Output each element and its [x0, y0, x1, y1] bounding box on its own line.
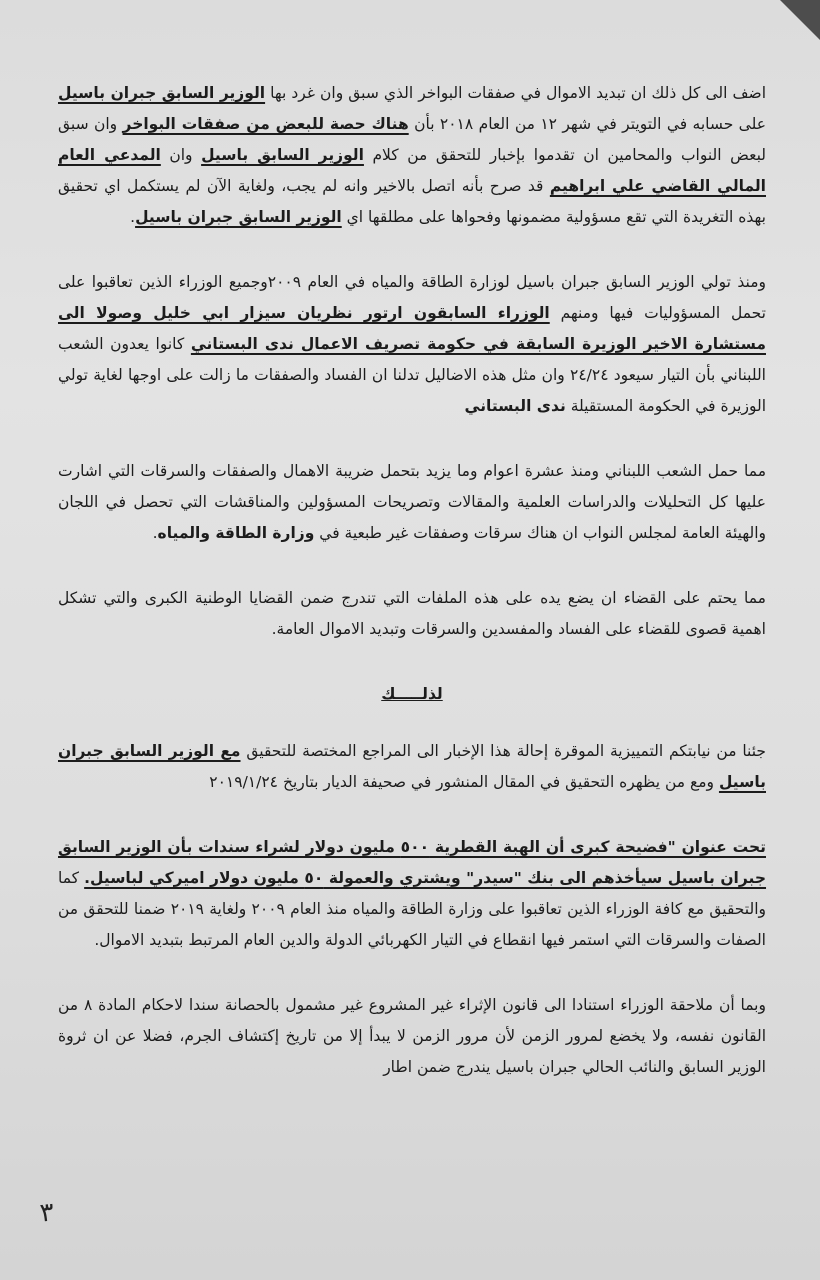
highlight: تحت عنوان "فضيحة كبرى أن الهبة القطرية ٥٠٠ مليون دولار لشراء سندات بأن الوزير السابق جبران باسيل سيأخذهم الى بنك "سيدر" ويشتري والعمولة ٥٠ مليون دولار اميركي لباسيل.	[58, 838, 767, 887]
paragraph-3	[58, 456, 766, 549]
highlight: الوزراء السابقون ارتور نظريان سيزار ابي خليل وصولا الى مستشارة الاخير الوزيرة السابقة في حكومة تصريف الاعمال ندى البستاني	[58, 304, 766, 353]
text: جئنا من نيابتكم التمييزية الموقرة إحالة هذا الإخبار الى المراجع المختصة للتحقيق	[240, 742, 766, 760]
text: وان سبق لبعض النواب والمحامين ان تقدموا بإخبار للتحقق من كلام	[58, 115, 766, 164]
highlight: ندى البستاني	[464, 397, 566, 415]
text: .	[152, 524, 158, 542]
page-number: ٣	[38, 1197, 56, 1229]
paragraph-5	[58, 736, 766, 798]
page-corner	[780, 0, 820, 40]
text: كما والتحقيق مع كافة الوزراء الذين تعاقبوا على وزارة الطاقة والمياه منذ العام ٢٠٠٩ ولغاية ٢٠١٩ ضمنا للتحقق من الصفات والسرقات التي استمر فيها انقطاع في التيار الكهربائي الدولة والدين العام المرتبط بتبديد الاموال.	[58, 869, 766, 949]
highlight: مع الوزير السابق جبران باسيل	[58, 742, 766, 791]
paragraph-1	[58, 78, 766, 233]
section-heading: لذلـــــك	[381, 685, 443, 703]
text: كانوا يعدون الشعب اللبناني بأن التيار سيعود ٢٤/٢٤ وان مثل هذه الاضاليل تدلنا ان الفساد والصفقات ما زالت على اوجها لغاية تولي الوزيرة في الحكومة المستقيلة	[58, 335, 766, 415]
highlight: هناك حصة للبعض من صفقات البواخر	[122, 115, 409, 133]
paragraph-2	[58, 267, 766, 422]
document-body	[58, 78, 766, 1083]
highlight: وزارة الطاقة والمياه	[157, 524, 315, 542]
highlight: الوزير السابق جبران باسيل	[58, 84, 266, 102]
text: .	[130, 208, 136, 226]
text: ومع من يظهره التحقيق في المقال المنشور في صحيفة الديار بتاريخ ٢٠١٩/١/٢٤	[209, 773, 719, 791]
paragraph-7	[58, 990, 766, 1083]
paragraph-4	[58, 583, 766, 645]
text: مما يحتم على القضاء ان يضع يده على هذه الملفات التي تندرج ضمن القضايا الوطنية الكبرى والتي تشكل اهمية قصوى للقضاء على الفساد والمفسدين والسرقات وتبديد الاموال العامة.	[58, 589, 766, 638]
text: ومنذ تولي الوزير السابق جبران باسيل لوزارة الطاقة والمياه في العام ٢٠٠٩وجميع الوزراء الذين تعاقبوا على تحمل المسؤوليات فيها ومنهم	[58, 273, 767, 322]
paragraph-6	[58, 832, 766, 956]
highlight: المدعي العام المالي القاضي علي ابراهيم	[58, 146, 766, 195]
highlight: الوزير السابق جبران باسيل	[135, 208, 342, 226]
text: قد صرح بأنه اتصل بالاخير وانه لم يجب، ولغاية الآن لم يستكمل اي تحقيق بهذه التغريدة التي تقع مسؤولية مضمونها وفحواها على مطلقها اي	[58, 177, 766, 226]
highlight: الوزير السابق باسيل	[201, 146, 364, 164]
text: اضف الى كل ذلك ان تبديد الاموال في صفقات البواخر الذي سبق وان غرد بها	[265, 84, 767, 102]
text: على حسابه في التويتر في شهر ١٢ من العام ٢٠١٨ بأن	[408, 115, 766, 133]
text: مما حمل الشعب اللبناني ومنذ عشرة اعوام وما يزيد بتحمل ضريبة الاهمال والصفقات والسرقات التي اشارت عليها كل التحليلات والدراسات العلمية والمقالات وتصريحات المسؤولين والمناقشات التي تحصل في اللجان والهيئة العامة لمجلس النواب ان هناك سرقات وصفقات غير طبعية في	[58, 462, 766, 542]
text: وان	[160, 146, 202, 164]
text: وبما أن ملاحقة الوزراء استنادا الى قانون الإثراء غير المشروع غير مشمول بالحصانة سندا لاحكام المادة ٨ من القانون نفسه، ولا يخضع لمرور الزمن لأن مرور الزمن لا يبدأ إلا من تاريخ إكتشاف الجرم، فضلا عن ان ثروة الوزير السابق والنائب الحالي جبران باسيل يندرج ضمن اطار	[58, 996, 766, 1076]
